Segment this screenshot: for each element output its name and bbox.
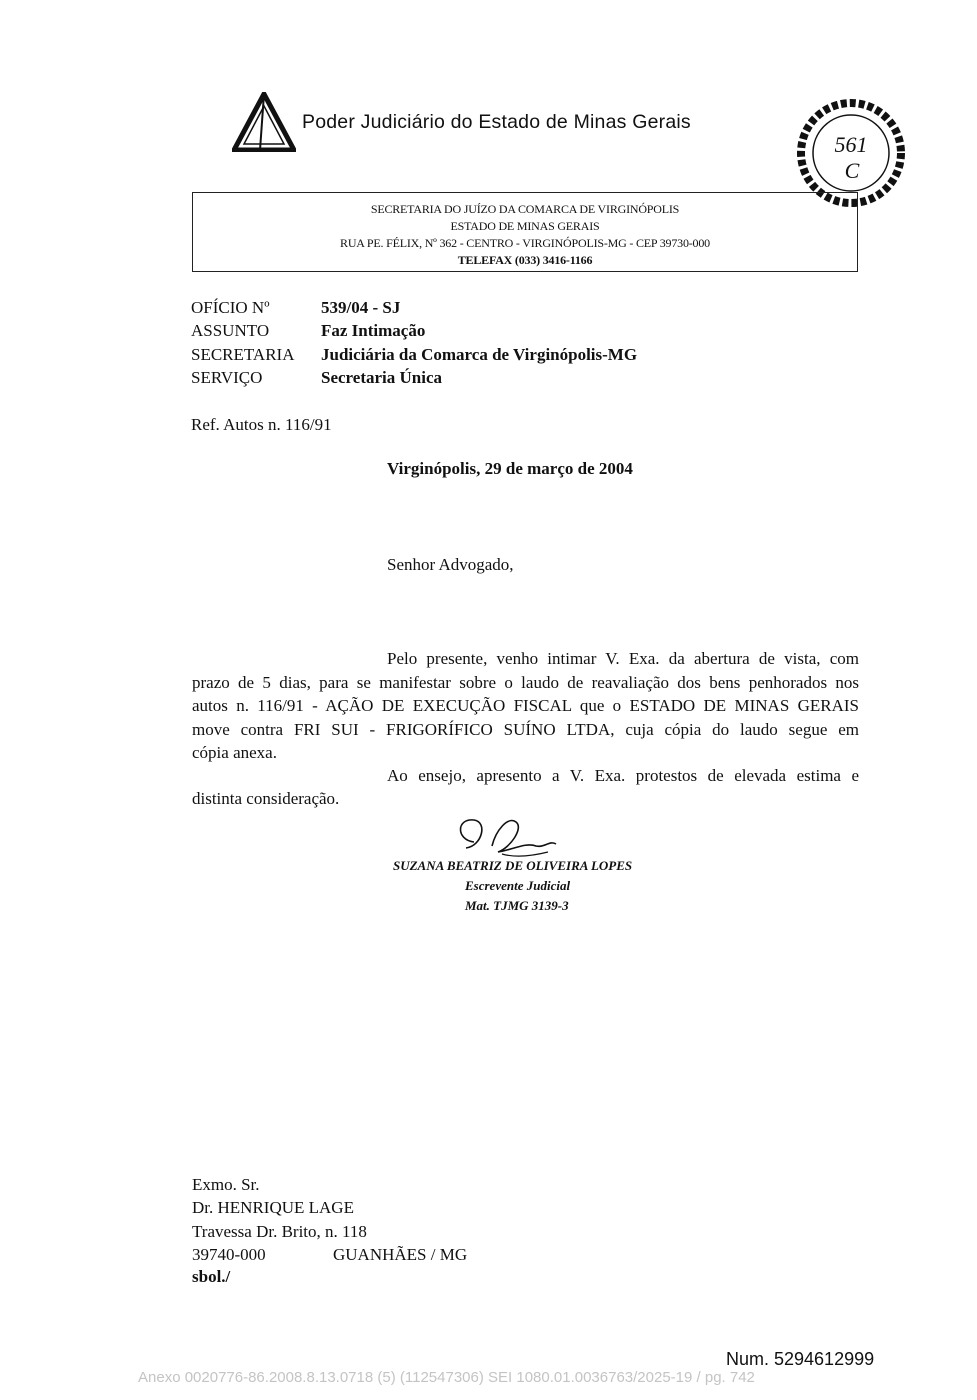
signatory-title: Escrevente Judicial (465, 878, 571, 893)
body-line: cópia anexa. (192, 743, 277, 762)
field-label: SECRETARIA (191, 345, 295, 364)
typist-initials: sbol./ (192, 1267, 231, 1286)
address-line: RUA PE. FÉLIX, Nº 362 - CENTRO - VIRGINÓPOLIS-MG - CEP 39730-000 (340, 236, 710, 250)
field-value: Secretaria Única (321, 368, 443, 387)
case-reference: Ref. Autos n. 116/91 (191, 415, 332, 434)
recipient-street: Travessa Dr. Brito, n. 118 (192, 1222, 367, 1241)
signatory-registration: Mat. TJMG 3139-3 (465, 898, 569, 913)
recipient-salutation: Exmo. Sr. (192, 1175, 260, 1194)
field-value: Faz Intimação (321, 321, 426, 340)
address-line: SECRETARIA DO JUÍZO DA COMARCA DE VIRGINÓPOLIS (370, 202, 680, 216)
seal-number: 561 (834, 132, 868, 157)
date-line: Virginópolis, 29 de março de 2004 (387, 459, 633, 478)
body-line: autos n. 116/91 - AÇÃO DE EXECUÇÃO FISCAL que o ESTADO DE MINAS GERAIS (192, 696, 859, 715)
annex-footer: Anexo 0020776-86.2008.8.13.0718 (5) (112547306) SEI 1080.01.0036763/2025-19 / pg. 742 (138, 1369, 755, 1386)
seal-mark: C (844, 158, 860, 183)
field-value: Judiciária da Comarca de Virginópolis-MG (321, 345, 638, 364)
handwritten-signature (452, 812, 572, 864)
body-line: move contra FRI SUI - FRIGORÍFICO SUÍNO LTDA, cuja cópia do laudo segue em (192, 720, 859, 739)
recipient-postal-code: 39740-000 (192, 1245, 266, 1264)
field-label: ASSUNTO (191, 321, 270, 340)
body-line: Pelo presente, venho intimar V. Exa. da abertura de vista, com (387, 649, 859, 668)
document-number: Num. 5294612999 (726, 1349, 875, 1369)
field-label: OFÍCIO Nº (191, 298, 270, 317)
triangle-logo-icon (232, 92, 296, 152)
address-box (192, 192, 858, 272)
address-line: ESTADO DE MINAS GERAIS (450, 219, 600, 233)
recipient-name: Dr. HENRIQUE LAGE (192, 1198, 354, 1217)
institution-name: Poder Judiciário do Estado de Minas Gerais (302, 111, 691, 133)
body-line: distinta consideração. (192, 789, 340, 808)
field-value: 539/04 - SJ (321, 298, 401, 317)
body-line: Ao ensejo, apresento a V. Exa. protestos de elevada estima e (387, 766, 859, 785)
recipient-city: GUANHÃES / MG (333, 1245, 468, 1264)
signatory-name: SUZANA BEATRIZ DE OLIVEIRA LOPES (393, 858, 633, 873)
field-label: SERVIÇO (191, 368, 263, 387)
body-line: prazo de 5 dias, para se manifestar sobre o laudo de reavaliação dos bens penhorados nos (192, 673, 859, 692)
salutation: Senhor Advogado, (387, 555, 514, 574)
address-line: TELEFAX (033) 3416-1166 (457, 253, 593, 267)
